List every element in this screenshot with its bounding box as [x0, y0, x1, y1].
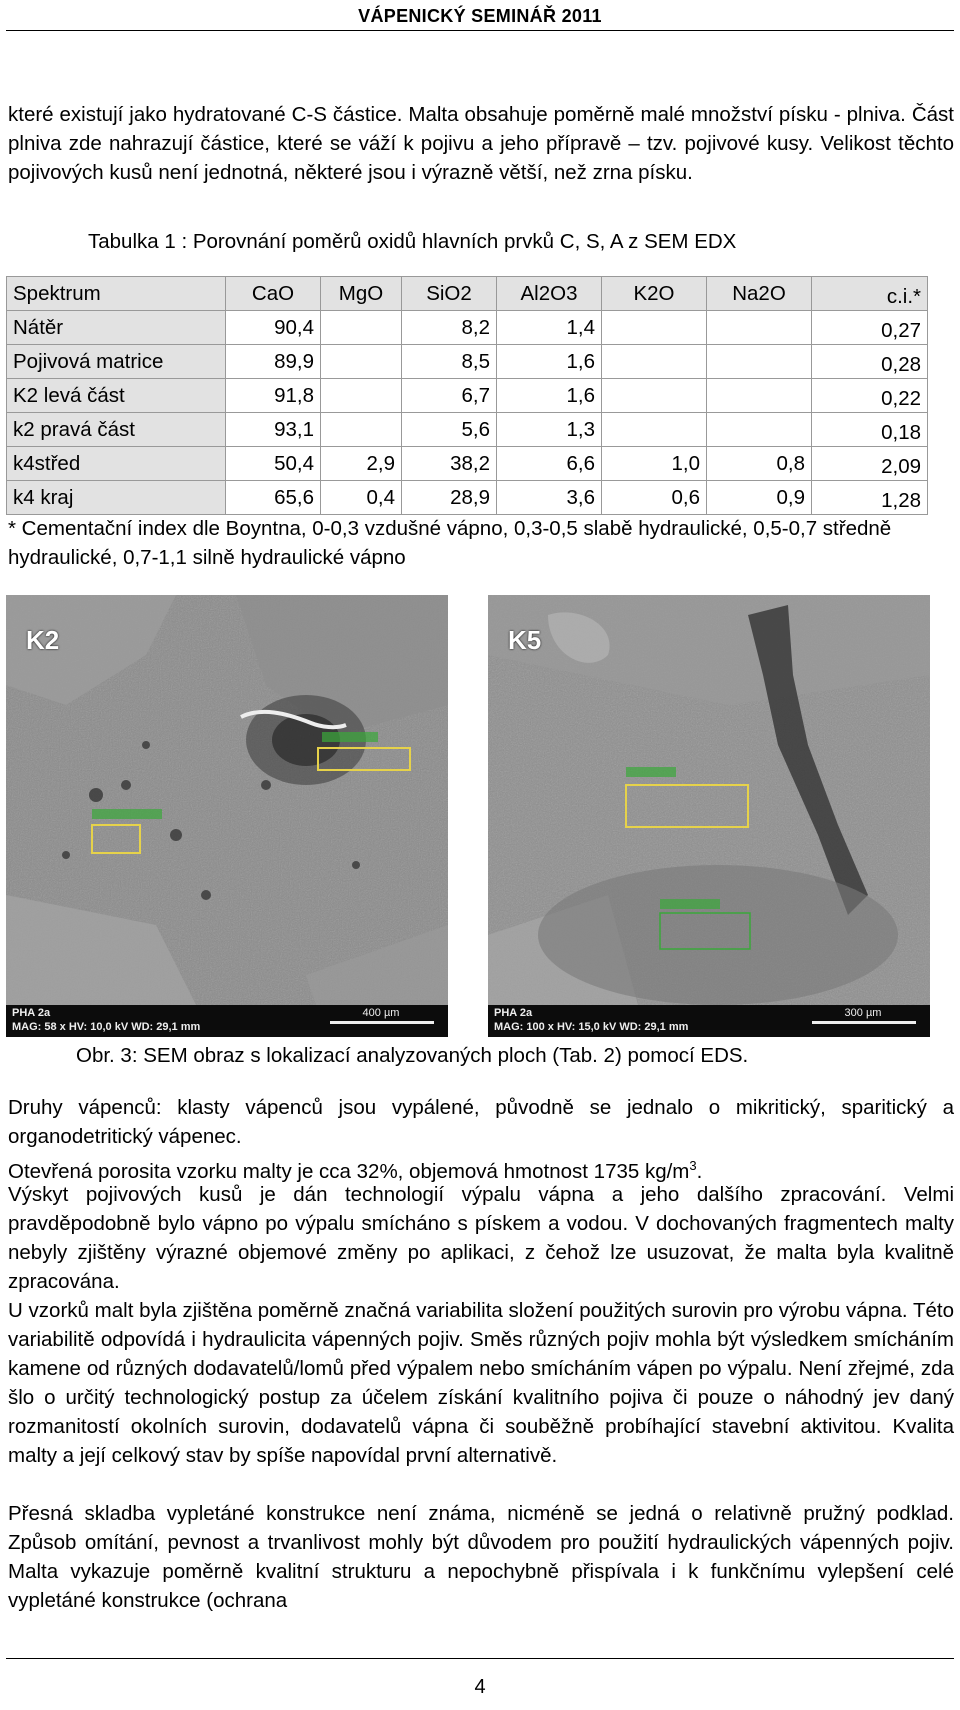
cell-al2o3: 1,4: [497, 311, 602, 345]
sem-image-k2: [6, 595, 448, 1037]
body-paragraph-5: Přesná skladba vypletáné konstrukce není známa, nicméně se jedná o relativně pružný podklad. Způsob omítání, pevnost a trvanlivost mohly být důvodem pro použití hydraulických vápenných pojiv. Malta vykazuje poměrně kvalitní strukturu a nepochybně přispívala i k funkčnímu vylepšení celé vypletáné konstrukce (ochrana: [8, 1502, 954, 1612]
sem-info-line2: MAG: 58 x HV: 10,0 kV WD: 29,1 mm: [12, 1021, 201, 1033]
figure-caption: Obr. 3: SEM obraz s lokalizací analyzovaných ploch (Tab. 2) pomocí EDS.: [76, 1044, 749, 1067]
row-label: k4střed: [7, 447, 226, 481]
sem-scale-bar: [330, 1021, 434, 1024]
header-sio2: SiO2: [402, 277, 497, 311]
row-label: K2 levá část: [7, 379, 226, 413]
table-row: [7, 447, 928, 481]
sem-info-line1: PHA 2a: [12, 1007, 51, 1019]
cell-ci: 0,28: [812, 345, 928, 379]
superscript-3: 3: [689, 1158, 697, 1173]
page-number: 4: [474, 1676, 486, 1698]
row-label: Pojivová matrice: [7, 345, 226, 379]
header-mgo: MgO: [321, 277, 402, 311]
table-footnote: * Cementační index dle Boyntna, 0-0,3 vzdušné vápno, 0,3-0,5 slabě hydraulické, 0,5-0,7 středně hydraulické, 0,7-1,1 silně hydraulické vápno: [8, 517, 892, 569]
cell-na2o: [707, 345, 812, 379]
cell-cao: 89,9: [226, 345, 321, 379]
header-al2o3: Al2O3: [497, 277, 602, 311]
intro-paragraph: které existují jako hydratované C-S částice. Malta obsahuje poměrně malé množství písku - plniva. Část plniva zde nahrazují částice, které se váží k pojivu a jeho přípravě – tzv. pojivové kusy. Velikost těchto pojivových kusů není jednotná, některé jsou i výrazně větší, než zrna písku.: [8, 103, 954, 184]
running-header: VÁPENICKÝ SEMINÁŘ 2011: [358, 6, 602, 26]
sem-texture-k2: [6, 595, 448, 1037]
cell-sio2: 5,6: [402, 413, 497, 447]
cell-al2o3: 1,3: [497, 413, 602, 447]
cell-na2o: 0,8: [707, 447, 812, 481]
cell-ci: 0,22: [812, 379, 928, 413]
sem-label-k5: K5: [508, 625, 542, 655]
sem-info-bar-k2: [6, 1005, 448, 1037]
porosity-text: Otevřená porosita vzorku malty je cca 32%, objemová hmotnost 1735 kg/m: [8, 1159, 690, 1183]
cell-cao: 91,8: [226, 379, 321, 413]
sem-scale-label: 300 µm: [844, 1007, 882, 1019]
cell-mgo: [321, 345, 402, 379]
cell-sio2: 8,5: [402, 345, 497, 379]
table-row: [7, 481, 928, 515]
sem-info-line2: MAG: 100 x HV: 15,0 kV WD: 29,1 mm: [494, 1021, 689, 1033]
cell-na2o: [707, 379, 812, 413]
sem-label-k2: K2: [26, 625, 60, 655]
row-label: k4 kraj: [7, 481, 226, 515]
cell-mgo: [321, 413, 402, 447]
porosity-end: .: [696, 1159, 703, 1183]
cell-cao: 90,4: [226, 311, 321, 345]
header-na2o: Na2O: [707, 277, 812, 311]
table-row: [7, 311, 928, 345]
header-k2o: K2O: [602, 277, 707, 311]
row-label: Nátěr: [7, 311, 226, 345]
cell-mgo: [321, 379, 402, 413]
body-paragraph-3: Výskyt pojivových kusů je dán technologií výpalu vápna a jeho dalšího zpracování. Velmi pravděpodobně bylo vápno po výpalu smícháno s pískem a vodou. V dochovaných fragmentech malty nebyly zjištěny výrazné objemové změny po aplikaci, z čehož lze usuzovat, že malta byla kvalitně zpracována.: [8, 1183, 954, 1293]
cell-k2o: [602, 413, 707, 447]
cell-k2o: [602, 311, 707, 345]
cell-sio2: 28,9: [402, 481, 497, 515]
header-spektrum: Spektrum: [7, 277, 226, 311]
table-row: [7, 413, 928, 447]
cell-ci: 0,18: [812, 413, 928, 447]
cell-k2o: [602, 345, 707, 379]
cell-al2o3: 3,6: [497, 481, 602, 515]
table-header-row: [7, 277, 928, 311]
cell-k2o: [602, 379, 707, 413]
header-cao: CaO: [226, 277, 321, 311]
cell-al2o3: 1,6: [497, 345, 602, 379]
cell-cao: 93,1: [226, 413, 321, 447]
cell-al2o3: 1,6: [497, 379, 602, 413]
cell-sio2: 38,2: [402, 447, 497, 481]
row-label: k2 pravá část: [7, 413, 226, 447]
table-row: [7, 379, 928, 413]
sem-scale-bar: [812, 1021, 916, 1024]
cell-mgo: 2,9: [321, 447, 402, 481]
sem-image-k5: [488, 595, 930, 1037]
cell-al2o3: 6,6: [497, 447, 602, 481]
body-paragraph-4: U vzorků malt byla zjištěna poměrně značná variabilita složení použitých surovin pro výrobu vápna. Této variabilitě odpovídá i hydraulicita vápenných pojiv. Směs různých pojiv mohla být výsledkem smícháním kamene od různých dodavatelů/lomů před výpalem nebo smícháním vápen po výpalu. Není zřejmé, zda šlo o určitý technologický postup za účelem získání kvalitního pojiva či pouze o náhodný jev daný rozmanitostí okolních surovin, dodavatelů vápna či souběžně probíhající stavební aktivitou. Kvalita malty a její celkový stav by spíše napovídal první alternativě.: [8, 1299, 954, 1467]
cell-k2o: 1,0: [602, 447, 707, 481]
header-rule: [6, 30, 954, 31]
header-ci: c.i.*: [812, 277, 928, 311]
cell-ci: 0,27: [812, 311, 928, 345]
sem-info-line1: PHA 2a: [494, 1007, 533, 1019]
sem-info-bar-k5: [488, 1005, 930, 1037]
cell-na2o: 0,9: [707, 481, 812, 515]
cell-cao: 65,6: [226, 481, 321, 515]
cell-k2o: 0,6: [602, 481, 707, 515]
sem-texture-k5: [488, 595, 930, 1037]
cell-ci: 2,09: [812, 447, 928, 481]
cell-cao: 50,4: [226, 447, 321, 481]
sem-scale-label: 400 µm: [362, 1007, 400, 1019]
table-caption: Tabulka 1 : Porovnání poměrů oxidů hlavních prvků C, S, A z SEM EDX: [88, 230, 737, 253]
body-paragraph-1: Druhy vápenců: klasty vápenců jsou vypálené, původně se jednalo o mikritický, sparitický a organodetritický vápenec.: [8, 1096, 954, 1148]
cell-sio2: 8,2: [402, 311, 497, 345]
footer-rule: [6, 1658, 954, 1659]
cell-na2o: [707, 413, 812, 447]
oxide-table: [6, 276, 928, 515]
cell-ci: 1,28: [812, 481, 928, 515]
cell-mgo: [321, 311, 402, 345]
cell-na2o: [707, 311, 812, 345]
cell-sio2: 6,7: [402, 379, 497, 413]
cell-mgo: 0,4: [321, 481, 402, 515]
table-row: [7, 345, 928, 379]
